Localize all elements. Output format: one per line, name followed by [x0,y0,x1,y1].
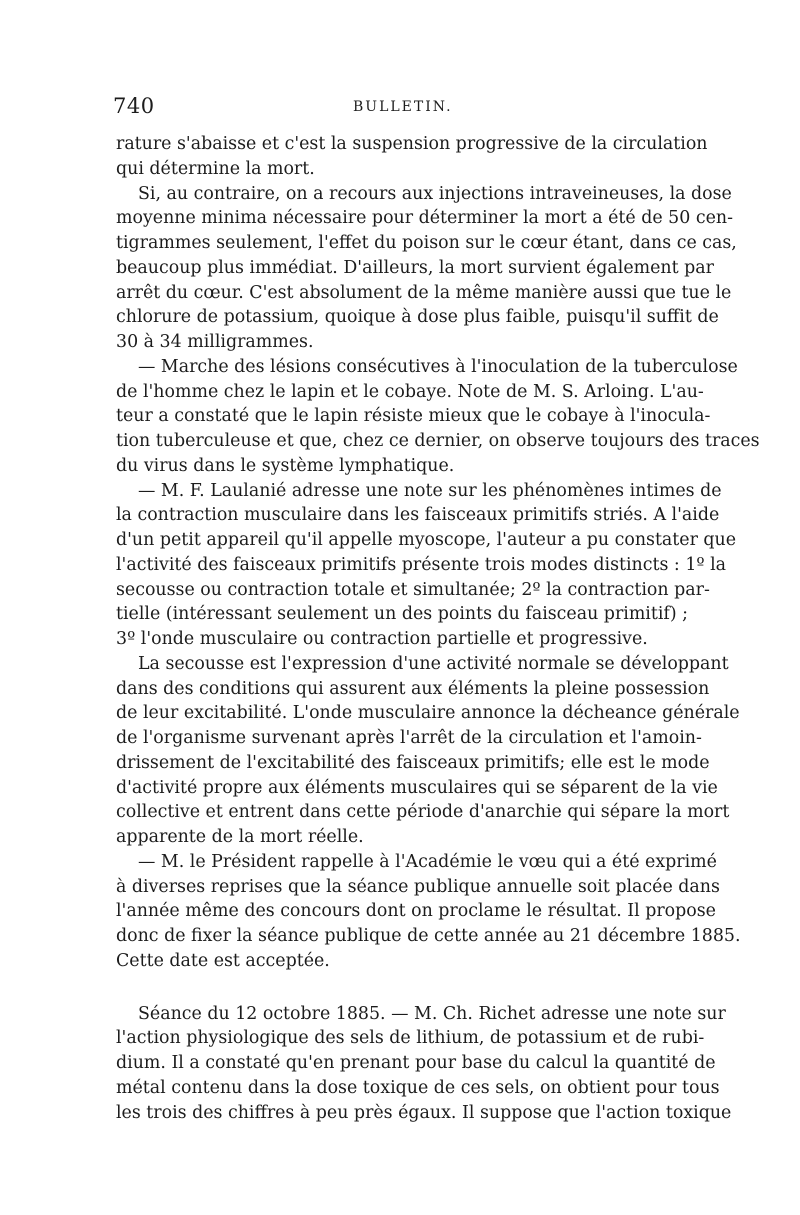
section-gap [116,974,686,1002]
text-line: Si, au contraire, on a recours aux injections intraveineuses, la dose [138,183,732,204]
text-line: l'activité des faisceaux primitifs présente trois modes distincts : 1º la [116,554,727,575]
text-line: beaucoup plus immédiat. D'ailleurs, la mort survient également par [116,257,714,278]
paragraph [116,652,740,850]
text-line: la contraction musculaire dans les faisceaux primitifs striés. A l'aide [116,505,720,526]
text-line: moyenne minima nécessaire pour déterminer la mort a été de 50 cen- [116,208,733,229]
text-line: métal contenu dans la dose toxique de ces sels, on obtient pour tous [116,1077,720,1098]
text-line: l'année même des concours dont on proclame le résultat. Il propose [116,901,716,922]
text-line: tion tuberculeuse et que, chez ce dernier, on observe toujours des traces [116,431,760,451]
text-line: d'activité propre aux éléments musculaires qui se séparent de la vie [116,777,718,798]
text-line: — M. le Président rappelle à l'Académie le vœu qui a été exprimé [138,851,717,872]
text-line: l'action physiologique des sels de lithium, de potassium et de rubi- [116,1028,705,1049]
page-number: 740 [113,94,155,118]
text-line: à diverses reprises que la séance publique annuelle soit placée dans [116,876,720,897]
text-line: La secousse est l'expression d'une activité normale se développant [138,653,729,674]
text-line: 3º l'onde musculaire ou contraction partielle et progressive. [116,629,648,649]
paragraph [116,182,737,355]
text-line: du virus dans le système lymphatique. [116,455,455,476]
text-line: de l'homme chez le lapin et le cobaye. Note de M. S. Arloing. L'au- [116,381,704,402]
text-line: arrêt du cœur. C'est absolument de la même manière aussi que tue le [116,282,732,303]
text-line: rature s'abaisse et c'est la suspension progressive de la circulation [116,134,708,154]
running-head: BULLETIN. [353,99,453,115]
text-line: d'un petit appareil qu'il appelle myoscope, l'auteur a pu constater que [116,530,737,550]
page-header [113,94,688,124]
text-line: Cette date est acceptée. [116,950,330,971]
text-line: dium. Il a constaté qu'en prenant pour base du calcul la quantité de [116,1053,716,1073]
text-line: Séance du 12 octobre 1885. — M. Ch. Richet adresse une note sur [138,1003,726,1024]
text-line: teur a constaté que le lapin résiste mieux que le cobaye à l'inocula- [116,406,711,427]
text-line: — M. F. Laulanié adresse une note sur les phénomènes intimes de [138,480,722,501]
text-line: de l'organisme survenant après l'arrêt de la circulation et l'amoin- [116,728,702,748]
text-line: dans des conditions qui assurent aux éléments la pleine possession [116,678,710,699]
text-line: les trois des chiffres à peu près égaux. Il suppose que l'action toxique [116,1102,732,1123]
paragraph [116,479,737,652]
paragraph [116,355,760,479]
text-line: 30 à 34 milligrammes. [116,332,314,352]
text-line: tielle (intéressant seulement un des points du faisceau primitif) ; [116,604,689,625]
text-line: drissement de l'excitabilité des faisceaux primitifs; elle est le mode [116,752,710,773]
text-line: — Marche des lésions consécutives à l'inoculation de la tuberculose [138,356,738,377]
text-line: chlorure de potassium, quoique à dose plus faible, puisqu'il suffit de [116,307,719,328]
text-line: secousse ou contraction totale et simultanée; 2º la contraction par- [116,579,710,600]
text-line: de leur excitabilité. L'onde musculaire annonce la décheance générale [116,703,740,724]
paragraph [116,1002,732,1126]
text-line: collective et entrent dans cette période d'anarchie qui sépare la mort [116,802,730,823]
paragraph [116,132,708,182]
body-text [116,132,760,1125]
text-line: qui détermine la mort. [116,158,315,179]
text-line: donc de fixer la séance publique de cette année au 21 décembre 1885. [116,926,741,946]
text-line: tigrammes seulement, l'effet du poison sur le cœur étant, dans ce cas, [116,233,737,253]
text-line: apparente de la mort réelle. [116,827,364,847]
paragraph [116,850,741,974]
